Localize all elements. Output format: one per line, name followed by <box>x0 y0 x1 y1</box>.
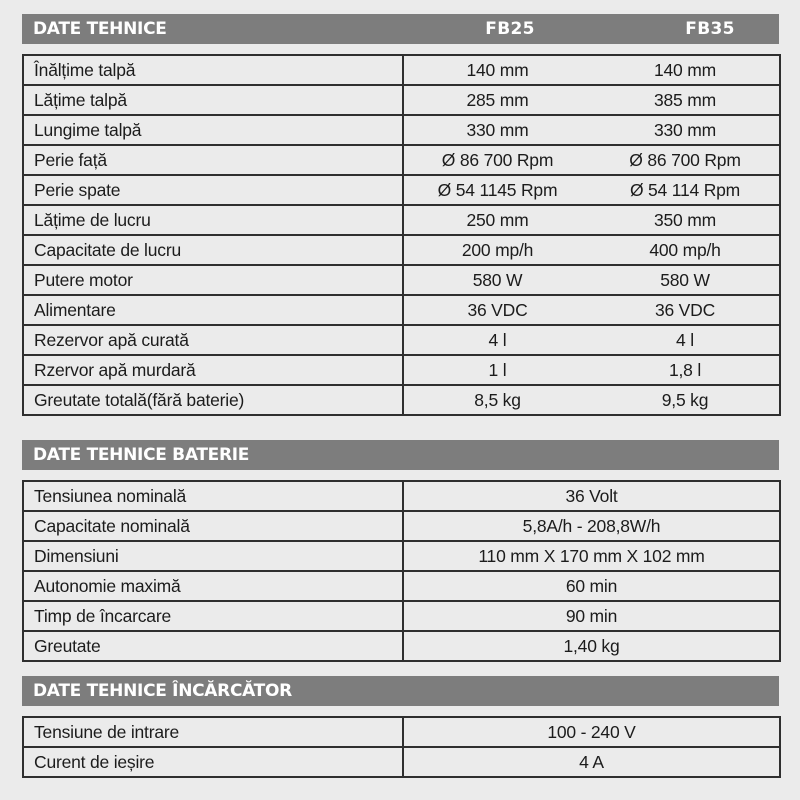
fb35-value: 4 l <box>591 325 780 355</box>
table-row <box>23 325 780 355</box>
table-row <box>23 481 780 511</box>
battery-specs-table <box>22 480 781 662</box>
table-row <box>23 205 780 235</box>
table-row <box>23 265 780 295</box>
model-fb35-heading: FB35 <box>685 19 735 39</box>
row-value: 90 min <box>403 601 780 631</box>
row-value: 4 A <box>403 747 780 777</box>
fb35-value: 350 mm <box>591 205 780 235</box>
row-label: Tensiune de intrare <box>23 717 403 747</box>
table-row <box>23 115 780 145</box>
table-row <box>23 85 780 115</box>
table-row <box>23 355 780 385</box>
fb25-value: 8,5 kg <box>403 385 591 415</box>
fb35-value: 580 W <box>591 265 780 295</box>
main-specs-table <box>22 54 781 416</box>
table-row <box>23 385 780 415</box>
row-label: Putere motor <box>23 265 403 295</box>
fb25-value: 1 l <box>403 355 591 385</box>
fb25-value: 330 mm <box>403 115 591 145</box>
row-value: 100 - 240 V <box>403 717 780 747</box>
row-label: Lățime de lucru <box>23 205 403 235</box>
table-row <box>23 571 780 601</box>
row-value: 5,8A/h - 208,8W/h <box>403 511 780 541</box>
table-row <box>23 145 780 175</box>
table-row <box>23 511 780 541</box>
row-label: Dimensiuni <box>23 541 403 571</box>
table-row <box>23 717 780 747</box>
table-row <box>23 295 780 325</box>
fb35-value: 330 mm <box>591 115 780 145</box>
row-label: Curent de ieșire <box>23 747 403 777</box>
row-label: Capacitate nominală <box>23 511 403 541</box>
table-row <box>23 541 780 571</box>
fb25-value: Ø 86 700 Rpm <box>403 145 591 175</box>
row-label: Lungime talpă <box>23 115 403 145</box>
fb35-value: Ø 86 700 Rpm <box>591 145 780 175</box>
charger-specs-header <box>22 676 779 706</box>
table-row <box>23 55 780 85</box>
row-label: Tensiunea nominală <box>23 481 403 511</box>
fb35-value: 400 mp/h <box>591 235 780 265</box>
row-label: Capacitate de lucru <box>23 235 403 265</box>
row-value: 36 Volt <box>403 481 780 511</box>
table-row <box>23 601 780 631</box>
fb25-value: 4 l <box>403 325 591 355</box>
fb35-value: 385 mm <box>591 85 780 115</box>
fb25-value: 580 W <box>403 265 591 295</box>
fb35-value: 140 mm <box>591 55 780 85</box>
fb35-value: 36 VDC <box>591 295 780 325</box>
row-label: Perie spate <box>23 175 403 205</box>
fb25-value: 200 mp/h <box>403 235 591 265</box>
charger-specs-table <box>22 716 781 778</box>
row-value: 110 mm X 170 mm X 102 mm <box>403 541 780 571</box>
row-label: Înălțime talpă <box>23 55 403 85</box>
fb35-value: 1,8 l <box>591 355 780 385</box>
row-label: Greutate totală(fără baterie) <box>23 385 403 415</box>
row-label: Alimentare <box>23 295 403 325</box>
fb25-value: 250 mm <box>403 205 591 235</box>
table-row <box>23 747 780 777</box>
row-label: Timp de încarcare <box>23 601 403 631</box>
row-label: Greutate <box>23 631 403 661</box>
battery-specs-title: DATE TEHNICE BATERIE <box>33 445 250 465</box>
main-specs-title: DATE TEHNICE <box>33 19 167 39</box>
battery-specs-header <box>22 440 779 470</box>
model-fb25-heading: FB25 <box>485 19 535 39</box>
row-label: Rezervor apă curată <box>23 325 403 355</box>
fb35-value: 9,5 kg <box>591 385 780 415</box>
charger-specs-title: DATE TEHNICE ÎNCĂRCĂTOR <box>33 681 292 701</box>
table-row <box>23 631 780 661</box>
fb25-value: 140 mm <box>403 55 591 85</box>
row-label: Autonomie maximă <box>23 571 403 601</box>
row-value: 60 min <box>403 571 780 601</box>
table-row <box>23 175 780 205</box>
table-row <box>23 235 780 265</box>
fb25-value: 285 mm <box>403 85 591 115</box>
row-label: Lățime talpă <box>23 85 403 115</box>
row-label: Perie față <box>23 145 403 175</box>
fb25-value: Ø 54 1145 Rpm <box>403 175 591 205</box>
row-value: 1,40 kg <box>403 631 780 661</box>
row-label: Rzervor apă murdară <box>23 355 403 385</box>
fb25-value: 36 VDC <box>403 295 591 325</box>
fb35-value: Ø 54 114 Rpm <box>591 175 780 205</box>
main-specs-header <box>22 14 779 44</box>
